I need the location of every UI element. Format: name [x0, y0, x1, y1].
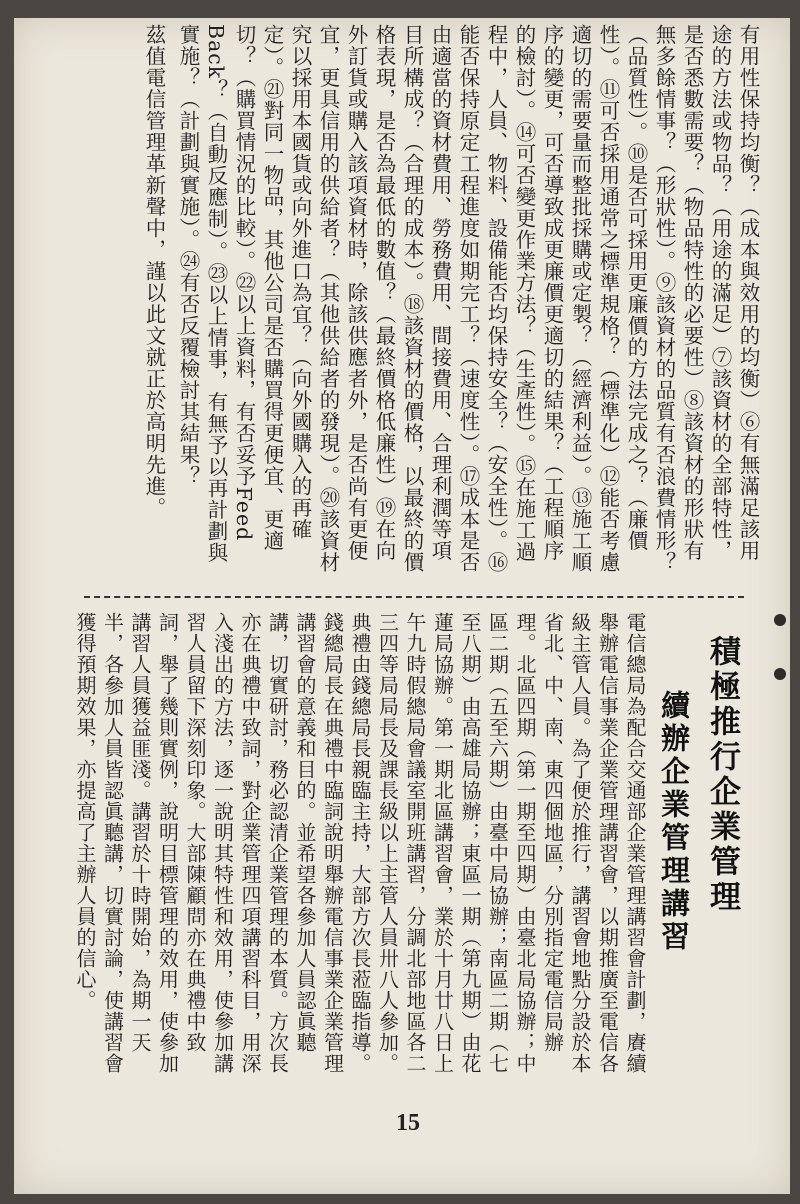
upper-body-text: 有用性保持均衡？（成本與效用的均衡）⑥有無滿足該用途的方法或物品？（用途的滿足）⑦該資材的全部特性，是否悉數需要？（物品特性的必要性）⑧該資材的形狀有無多餘情事？（形狀性）。⑨該資材的品質有否浪費情形？（品質性）。⑩是否可採用更廉價的方法完成之？（廉價性）。⑪可否採用通常之標準規格？（標準化）⑫能否考慮適切的需要量而整批採購或定製？（經濟利益）。⑬施工順序的變更，可否導致成更廉價更適切的結果？（工程順序的檢討）。⑭可否變更作業方法？（生產性）。⑮在施工過程中，人員、物料、設備能否均保持安全？（安全性）。⑯能否保持原定工程進度如期完工？（速度性）。⑰成本是否由適當的資材費用、勞務費用、間接費用、合理利潤等項目所構成？（合理的成本）。⑱該資材的價格，以最終的價格表現，是否為最低的數值？（最終價格低廉性）⑲在向外訂貨或購入該項資材時，除該供應者外，是否尚有更便宜，更具信用的供給者？（其他供給者的發現）。⑳該資材究以採用本國貨或向外進口為宜？（向外國購入的再確定）。㉑對同一物品，其他公司是否購買得更便宜、更適切？（購買情況的比較）。㉒以上資料，有否妥予Feed Back？（自動反應制）。㉓以上情事，有無予以再計劃與實施？（計劃與實施）。㉔有否反覆檢討其結果？ — [176, 24, 760, 573]
section-divider — [84, 596, 744, 598]
upper-text-block — [82, 24, 762, 579]
article-subtitle: 續辦企業管理講習 — [657, 690, 691, 954]
binding-hole — [774, 668, 786, 680]
page-number: 15 — [396, 1110, 420, 1136]
article-body-text: 電信總局為配合交通部企業管理講習會計劃，賡續舉辦電信事業企業管理講習會，以期推廣至電信各級主管人員。為了便於推行，講習會地點分設於本省北、中、南、東四個地區，分別指定電信局辦理。北區四期（第一期至四期）由臺北局協辦；中區二期（五至六期）由臺中局協辦；南區二期（七至八期）由高雄局協辦；東區一期（第九期）由花蓮局協辦。第一期北區講習會，業於十月廿八日上午九時假總局會議室開班講習，分調北部地區各二三四等局局長及課長級以上主管人員卅八人參加。典禮由錢總局長親臨主持，大部方次長蒞臨指導。錢總局長在典禮中臨詞說明舉辦電信事業企業管理講習會的意義和目的。並希望各參加人員認眞聽講，切實研討，務必認清企業管理的本質。方次長亦在典禮中致詞，對企業管理四項講習科目，用深入淺出的方法，逐一說明其特性和效用，使參加講習人員留下深刻印象。大部陳顧問亦在典禮中致詞，舉了幾則實例，說明目標管理的效用，使參加講習人員獲益匪淺。講習於十時開始，為期一天半，各參加人員皆認眞聽講，切實討論，使講習會獲得預期效果，亦提高了主辦人員的信心。 — [73, 612, 647, 1074]
article-body-block — [73, 612, 648, 1082]
article-title: 積極推行企業管理 — [704, 635, 740, 915]
binding-hole — [774, 614, 786, 626]
upper-closing-text: 茲值電信管理革新聲中，謹以此文就正於高明先進。 — [142, 24, 166, 519]
